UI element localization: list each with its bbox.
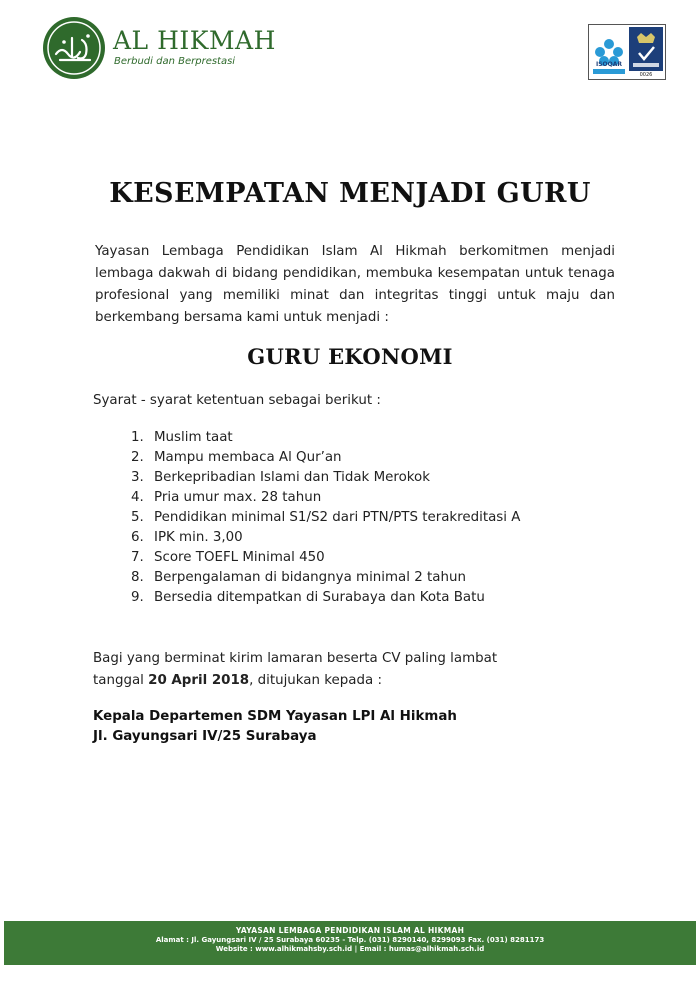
requirements-list	[131, 428, 520, 608]
cert-label: ISOQAR	[595, 61, 623, 68]
requirements-heading: Syarat - syarat ketentuan sebagai berikut :	[93, 393, 381, 408]
list-item: 4. Pria umur max. 28 tahun	[131, 490, 322, 505]
deadline-date: 20 April 2018	[148, 673, 250, 688]
footer-contact: Alamat : Jl. Gayungsari IV / 25 Surabaya 60235 - Telp. (031) 8290140, 8299093 Fax. (031) 8281173	[155, 936, 545, 944]
list-item: 2. Mampu membaca Al Qur’an	[131, 450, 342, 465]
list-item: 8. Berpengalaman di bidangnya minimal 2 tahun	[131, 570, 466, 585]
list-item: 9. Bersedia ditempatkan di Surabaya dan Kota Batu	[131, 590, 485, 605]
address-line-1: Kepala Departemen SDM Yayasan LPI Al Hikmah	[93, 709, 457, 724]
certification-badge	[588, 24, 666, 80]
footer-web: Website : www.alhikmahsby.sch.id | Email : humas@alhikmah.sch.id	[215, 945, 485, 953]
list-item: 3. Berkepribadian Islami dan Tidak Merokok	[131, 470, 430, 485]
address-line-2: Jl. Gayungsari IV/25 Surabaya	[93, 729, 317, 744]
cert-registered-bar	[593, 69, 625, 74]
closing-line-1: Bagi yang berminat kirim lamaran beserta CV paling lambat	[93, 651, 498, 666]
position-title: GURU EKONOMI	[247, 344, 453, 369]
list-item: 1. Muslim taat	[131, 430, 233, 445]
footer-bar	[4, 921, 696, 965]
intro-paragraph: Yayasan Lembaga Pendidikan Islam Al Hikmah berkomitmen menjadi lembaga dakwah di bidang pendidikan, membuka kesempatan untuk tenaga profesional yang memiliki minat dan integritas tinggi untuk maju dan berkembang bersama kami untuk menjadi :	[95, 244, 615, 325]
footer-org: YAYASAN LEMBAGA PENDIDIKAN ISLAM AL HIKMAH	[235, 926, 465, 935]
brand-tagline: Berbudi dan Berprestasi	[114, 56, 236, 67]
list-item: 5. Pendidikan minimal S1/S2 dari PTN/PTS terakreditasi A	[131, 510, 521, 525]
closing-line-2: tanggal 20 April 2018, ditujukan kepada :	[93, 673, 382, 688]
recipient-address	[93, 707, 457, 747]
ukas-crown-icon	[629, 27, 663, 71]
closing-paragraph	[93, 648, 497, 692]
brand-name: AL HIKMAH	[113, 26, 276, 55]
cert-number: 0026	[639, 72, 653, 78]
list-item: 6. IPK min. 3,00	[131, 530, 243, 545]
list-item: 7. Score TOEFL Minimal 450	[131, 550, 325, 565]
al-hikmah-logo-icon	[42, 16, 106, 80]
page-title: KESEMPATAN MENJADI GURU	[109, 178, 591, 209]
